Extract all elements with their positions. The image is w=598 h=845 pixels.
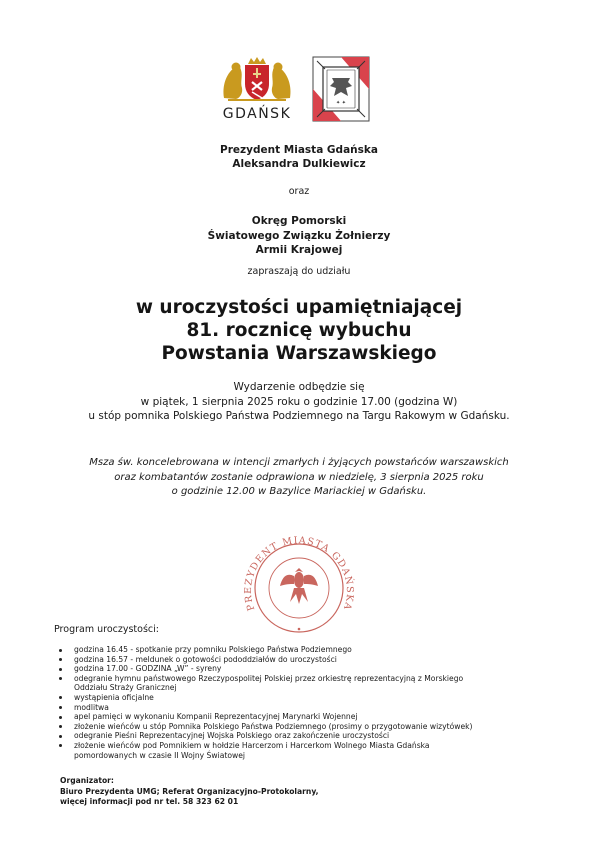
program-item: godzina 16.57 - meldunek o gotowości pododdziałów do uroczystości (57, 655, 537, 665)
mayor-name: Aleksandra Dulkiewicz (232, 158, 366, 170)
swiatowy-zwiazek-zolnierzy-ak-emblem-icon (312, 56, 370, 122)
event-details (0, 380, 598, 424)
organizer-footer (60, 776, 319, 808)
mass-line-1: Msza św. koncelebrowana w intencji zmarłych i żyjących powstańców warszawskich (89, 457, 509, 468)
program-item: złożenie wieńców u stóp Pomnika Polskiego Państwa Podziemnego (prosimy o przygotowanie wizytówek) (57, 722, 537, 732)
program-item: odegranie hymnu państwowego Rzeczypospolitej Polskiej przez orkiestrę reprezentacyjną z Morskiego Oddziału Straży Granicznej (57, 674, 537, 693)
polish-eagle-icon (280, 568, 318, 604)
organizer-mayor (0, 143, 598, 171)
invite-text: zapraszają do udziału (247, 266, 351, 277)
program-title: Program uroczystości: (54, 624, 159, 635)
seal-text: PREZYDENT MIASTA GDAŃSKA (242, 535, 356, 613)
gdansk-logo (218, 56, 296, 126)
program-item: odegranie Pieśni Reprezentacyjnej Wojska Polskiego oraz zakończenie uroczystości (57, 731, 537, 741)
mass-line-2: oraz kombatantów zostanie odprawiona w niedzielę, 3 sierpnia 2025 roku (114, 471, 484, 483)
mass-details (0, 456, 598, 500)
program-list (57, 645, 537, 760)
event-line-2: w piątek, 1 sierpnia 2025 roku o godzinie 17.00 (godzina W) (140, 395, 458, 408)
program-item: wystąpienia oficjalne (57, 693, 537, 703)
logo-bar (0, 56, 598, 128)
headline (0, 296, 598, 365)
gdansk-coat-of-arms-icon (218, 56, 296, 102)
organizer-akwz (0, 214, 598, 258)
program-item: godzina 17.00 - GODZINA „W” - syreny (57, 664, 537, 674)
conjunction-oraz: oraz (288, 186, 310, 197)
organizer-phone: więcej informacji pod nr tel. 58 323 62 01 (60, 797, 239, 806)
akwz-line-3: Armii Krajowej (255, 244, 343, 256)
gdansk-wordmark: GDAŃSK (222, 106, 292, 122)
svg-text:✦ ✦: ✦ ✦ (336, 100, 346, 106)
headline-line-3: Powstania Warszawskiego (161, 343, 437, 364)
akwz-line-2: Światowego Związku Żołnierzy (207, 229, 391, 242)
organizer-office: Biuro Prezydenta UMG; Referat Organizacyjno-Protokolarny, (60, 786, 319, 796)
mayor-title: Prezydent Miasta Gdańska (220, 144, 378, 156)
program-item: apel pamięci w wykonaniu Kompanii Reprezentacyjnej Marynarki Wojennej (57, 712, 537, 722)
program-item: złożenie wieńców pod Pomnikiem w hołdzie Harcerzom i Harcerkom Wolnego Miasta Gdańska pomordowanych w czasie II Wojny Światowej (57, 741, 537, 760)
headline-line-1: w uroczystości upamiętniającej (135, 297, 463, 318)
event-line-3: u stóp pomnika Polskiego Państwa Podziemnego na Targu Rakowym w Gdańsku. (88, 410, 510, 422)
mass-line-3: o godzinie 12.00 w Bazylice Mariackiej w Gdańsku. (171, 486, 427, 497)
event-line-1: Wydarzenie odbędzie się (233, 381, 365, 393)
headline-line-2: 81. rocznicę wybuchu (186, 320, 412, 341)
mayor-seal-stamp (240, 532, 358, 636)
program-item: modlitwa (57, 703, 537, 713)
akwz-line-1: Okręg Pomorski (251, 215, 347, 227)
organizer-label: Organizator: (60, 776, 114, 785)
program-item: godzina 16.45 - spotkanie przy pomniku Polskiego Państwa Podziemnego (57, 645, 537, 655)
